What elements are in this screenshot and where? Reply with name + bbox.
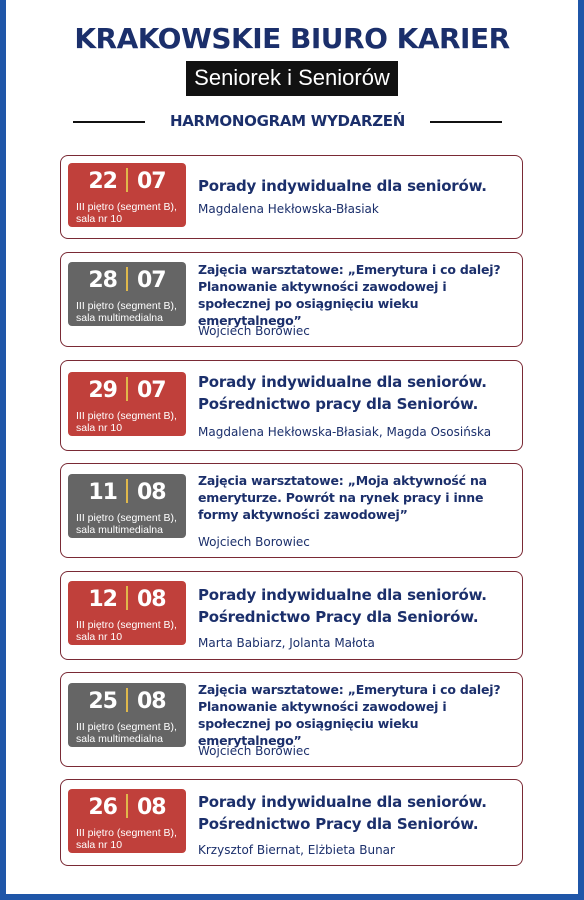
event-month: 08 — [137, 587, 166, 612]
event-card — [60, 155, 523, 239]
divider-right — [430, 121, 502, 123]
event-day: 11 — [88, 480, 117, 505]
event-people: Krzysztof Biernat, Elżbieta Bunar — [198, 843, 395, 857]
event-day: 28 — [88, 268, 117, 293]
date-separator — [126, 377, 128, 401]
event-location: III piętro (segment B), sala multimedialna — [76, 512, 177, 536]
event-title: Porady indywidualne dla seniorów. — [198, 177, 487, 195]
event-month: 07 — [137, 378, 166, 403]
event-date — [68, 376, 186, 406]
event-title: Zajęcia warsztatowe: „Emerytura i co dalej? Planowanie aktywności zawodowej i społecznej po osiągnięciu wieku emerytalnego” — [198, 262, 501, 328]
event-date — [68, 793, 186, 823]
event-people: Wojciech Borowiec — [198, 535, 310, 549]
event-day: 25 — [88, 689, 117, 714]
event-date — [68, 266, 186, 296]
event-day: 26 — [88, 795, 117, 820]
date-badge — [68, 163, 186, 227]
event-location: III piętro (segment B), sala nr 10 — [76, 827, 177, 851]
page-title: KRAKOWSKIE BIURO KARIER — [74, 22, 510, 55]
subtitle-banner — [0, 61, 584, 96]
event-location: III piętro (segment B), sala multimedialna — [76, 300, 177, 324]
event-day: 29 — [88, 378, 117, 403]
event-people: Marta Babiarz, Jolanta Małota — [198, 636, 375, 650]
event-day: 12 — [88, 587, 117, 612]
date-badge — [68, 372, 186, 436]
date-separator — [126, 794, 128, 818]
event-people: Magdalena Hekłowska-Błasiak — [198, 202, 379, 216]
event-people: Wojciech Borowiec — [198, 324, 310, 338]
event-title: Porady indywidualne dla seniorów. Pośrednictwo pracy dla Seniorów. — [198, 373, 487, 413]
event-month: 07 — [137, 268, 166, 293]
date-badge — [68, 581, 186, 645]
date-badge — [68, 683, 186, 747]
page-subtitle: Seniorek i Seniorów — [186, 61, 398, 96]
event-card — [60, 463, 523, 558]
event-people: Magdalena Hekłowska-Błasiak, Magda Ososińska — [198, 425, 492, 439]
event-month: 07 — [137, 169, 166, 194]
event-card — [60, 779, 523, 866]
event-date — [68, 585, 186, 615]
event-title: Zajęcia warsztatowe: „Emerytura i co dalej? Planowanie aktywności zawodowej i społecznej po osiągnięciu wieku emerytalnego” — [198, 682, 501, 748]
section-label: HARMONOGRAM WYDARZEŃ — [169, 112, 405, 130]
event-location: III piętro (segment B), sala nr 10 — [76, 201, 177, 225]
date-separator — [126, 267, 128, 291]
date-badge — [68, 474, 186, 538]
event-date — [68, 687, 186, 717]
date-separator — [126, 586, 128, 610]
date-badge — [68, 262, 186, 326]
event-date — [68, 167, 186, 197]
event-day: 22 — [88, 169, 117, 194]
event-title: Zajęcia warsztatowe: „Moja aktywność na emeryturze. Powrót na rynek pracy i inne formy aktywności zawodowej” — [198, 473, 487, 522]
event-card — [60, 360, 523, 451]
event-location: III piętro (segment B), sala multimedialna — [76, 721, 177, 745]
divider-left — [73, 121, 145, 123]
date-separator — [126, 168, 128, 192]
event-title: Porady indywidualne dla seniorów. Pośrednictwo Pracy dla Seniorów. — [198, 793, 487, 833]
event-card — [60, 571, 523, 660]
event-month: 08 — [137, 689, 166, 714]
event-date — [68, 478, 186, 508]
date-badge — [68, 789, 186, 853]
event-month: 08 — [137, 480, 166, 505]
event-title: Porady indywidualne dla seniorów. Pośrednictwo Pracy dla Seniorów. — [198, 586, 487, 626]
date-separator — [126, 479, 128, 503]
event-card — [60, 672, 523, 767]
date-separator — [126, 688, 128, 712]
event-month: 08 — [137, 795, 166, 820]
event-card — [60, 252, 523, 347]
event-location: III piętro (segment B), sala nr 10 — [76, 619, 177, 643]
event-location: III piętro (segment B), sala nr 10 — [76, 410, 177, 434]
section-heading — [0, 109, 584, 135]
event-people: Wojciech Borowiec — [198, 744, 310, 758]
